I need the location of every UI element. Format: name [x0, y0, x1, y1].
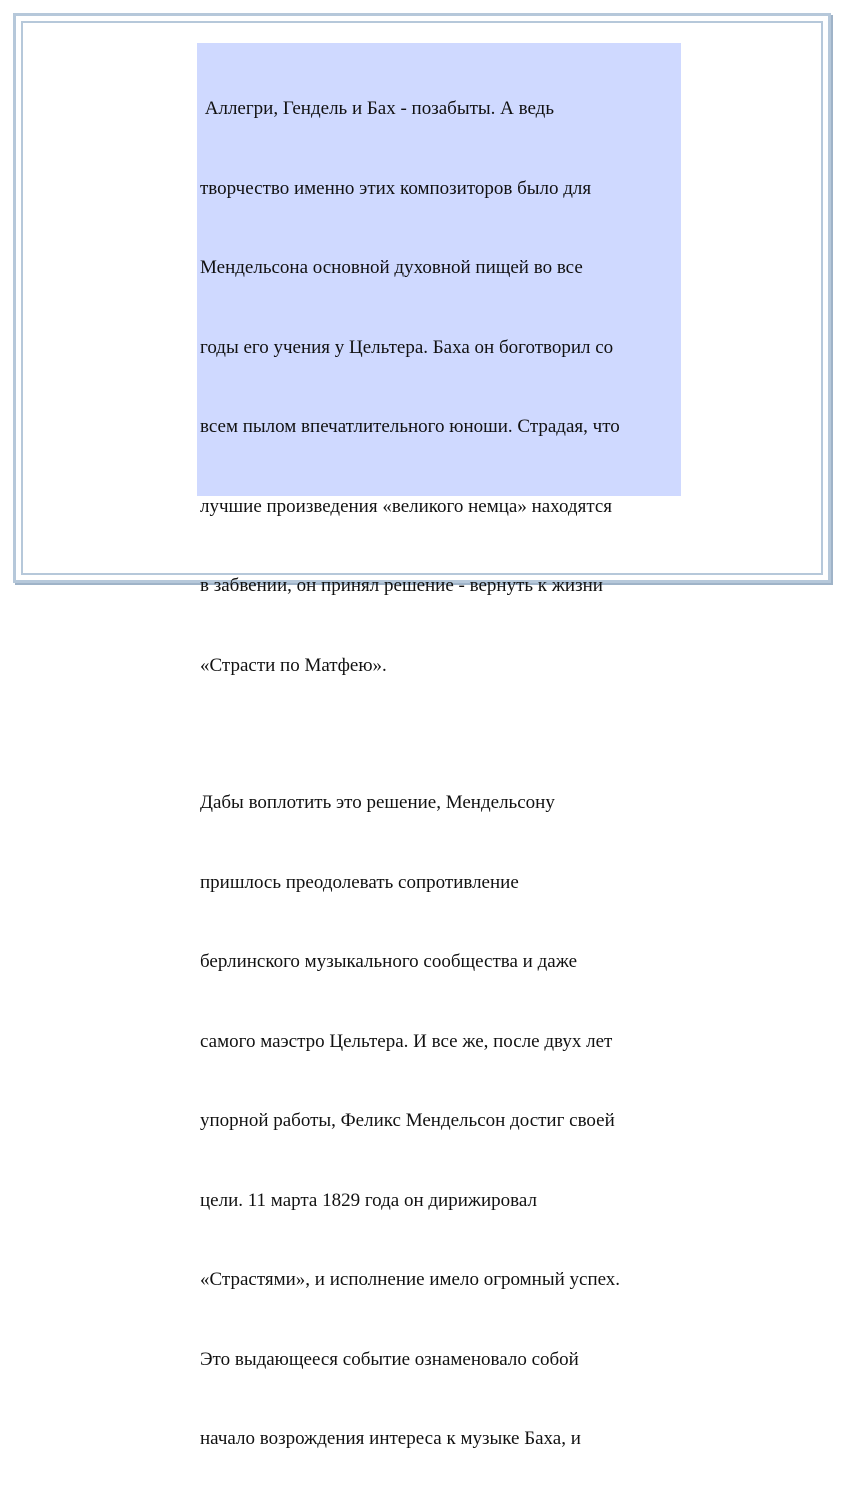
text-line: Аллегри, Гендель и Бах - позабыты. А ведь	[200, 98, 555, 119]
text-line: творчество именно этих композиторов было для	[200, 177, 592, 199]
text-line: цели. 11 марта 1829 года он дирижировал	[200, 1189, 537, 1211]
text-line: «Страстями», и исполнение имело огромный успех.	[200, 1269, 621, 1290]
paragraph-2	[200, 737, 681, 1506]
paragraph-1	[200, 43, 681, 732]
text-line: годы его учения у Цельтера. Баха он боготворил со	[200, 336, 614, 358]
text-box	[197, 43, 681, 1449]
text-line: упорной работы, Феликс Мендельсон достиг своей	[200, 1110, 615, 1131]
text-line: Это выдающееся событие ознаменовало собой	[200, 1348, 579, 1370]
text-line: всем пылом впечатлительного юноши. Страдая, что	[200, 416, 620, 437]
text-line: в забвении, он принял решение - вернуть к жизни	[200, 575, 603, 596]
text-line: берлинского музыкального сообщества и даже	[200, 951, 578, 972]
text-line: «Страсти по Матфею».	[200, 654, 387, 676]
text-line: самого маэстро Цельтера. И все же, после двух лет	[200, 1030, 613, 1052]
text-line: пришлось преодолевать сопротивление	[200, 871, 519, 893]
text-line: Дабы воплотить это решение, Мендельсону	[200, 792, 555, 813]
text-line: Мендельсона основной духовной пищей во все	[200, 257, 583, 278]
text-line: лучшие произведения «великого немца» находятся	[200, 495, 613, 517]
text-line: начало возрождения интереса к музыке Баха, и	[200, 1428, 581, 1449]
